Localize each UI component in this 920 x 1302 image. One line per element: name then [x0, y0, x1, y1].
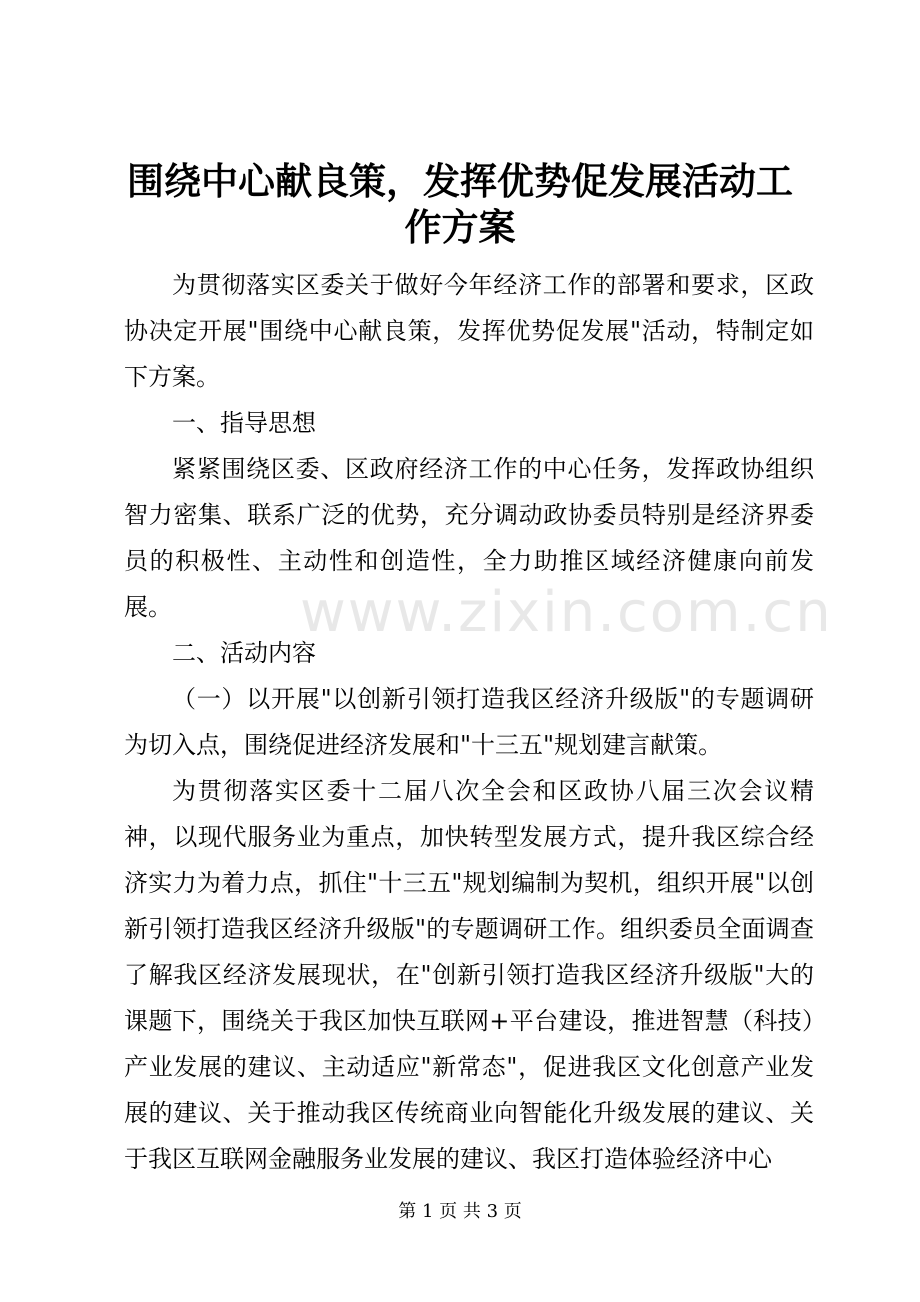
- document-body: [124, 262, 814, 1182]
- paragraph-item-one: （一）以开展"以创新引领打造我区经济升级版"的专题调研为切入点，围绕促进经济发展和"十三五"规划建言献策。: [124, 685, 814, 759]
- heading-activity-content: 二、活动内容: [172, 639, 316, 667]
- heading-guiding-thought: 一、指导思想: [172, 409, 316, 437]
- page-footer: 第 1 页 共 3 页: [398, 1201, 522, 1222]
- document-title: 围绕中心献良策，发挥优势促发展活动工作方案: [127, 159, 793, 249]
- paragraph-guiding-thought: 紧紧围绕区委、区政府经济工作的中心任务，发挥政协组织智力密集、联系广泛的优势，充分调动政协委员特别是经济界委员的积极性、主动性和创造性，全力助推区域经济健康向前发展。: [124, 455, 814, 621]
- paragraph-research-details: 为贯彻落实区委十二届八次全会和区政协八届三次会议精神，以现代服务业为重点，加快转型发展方式，提升我区综合经济实力为着力点，抓住"十三五"规划编制为契机，组织开展"以创新引领打造我区经济升级版"的专题调研工作。组织委员全面调查了解我区经济发展现状，在"创新引领打造我区经济升级版"大的课题下，围绕关于我区加快互联网+平台建设，推进智慧（科技）产业发展的建议、主动适应"新常态"，促进我区文化创意产业发展的建议、关于推动我区传统商业向智能化升级发展的建议、关于我区互联网金融服务业发展的建议、我区打造体验经济中心: [124, 777, 814, 1173]
- paragraph-intro: 为贯彻落实区委关于做好今年经济工作的部署和要求，区政协决定开展"围绕中心献良策，发挥优势促发展"活动，特制定如下方案。: [124, 271, 814, 391]
- watermark: www.zixin.com.cn: [300, 580, 833, 645]
